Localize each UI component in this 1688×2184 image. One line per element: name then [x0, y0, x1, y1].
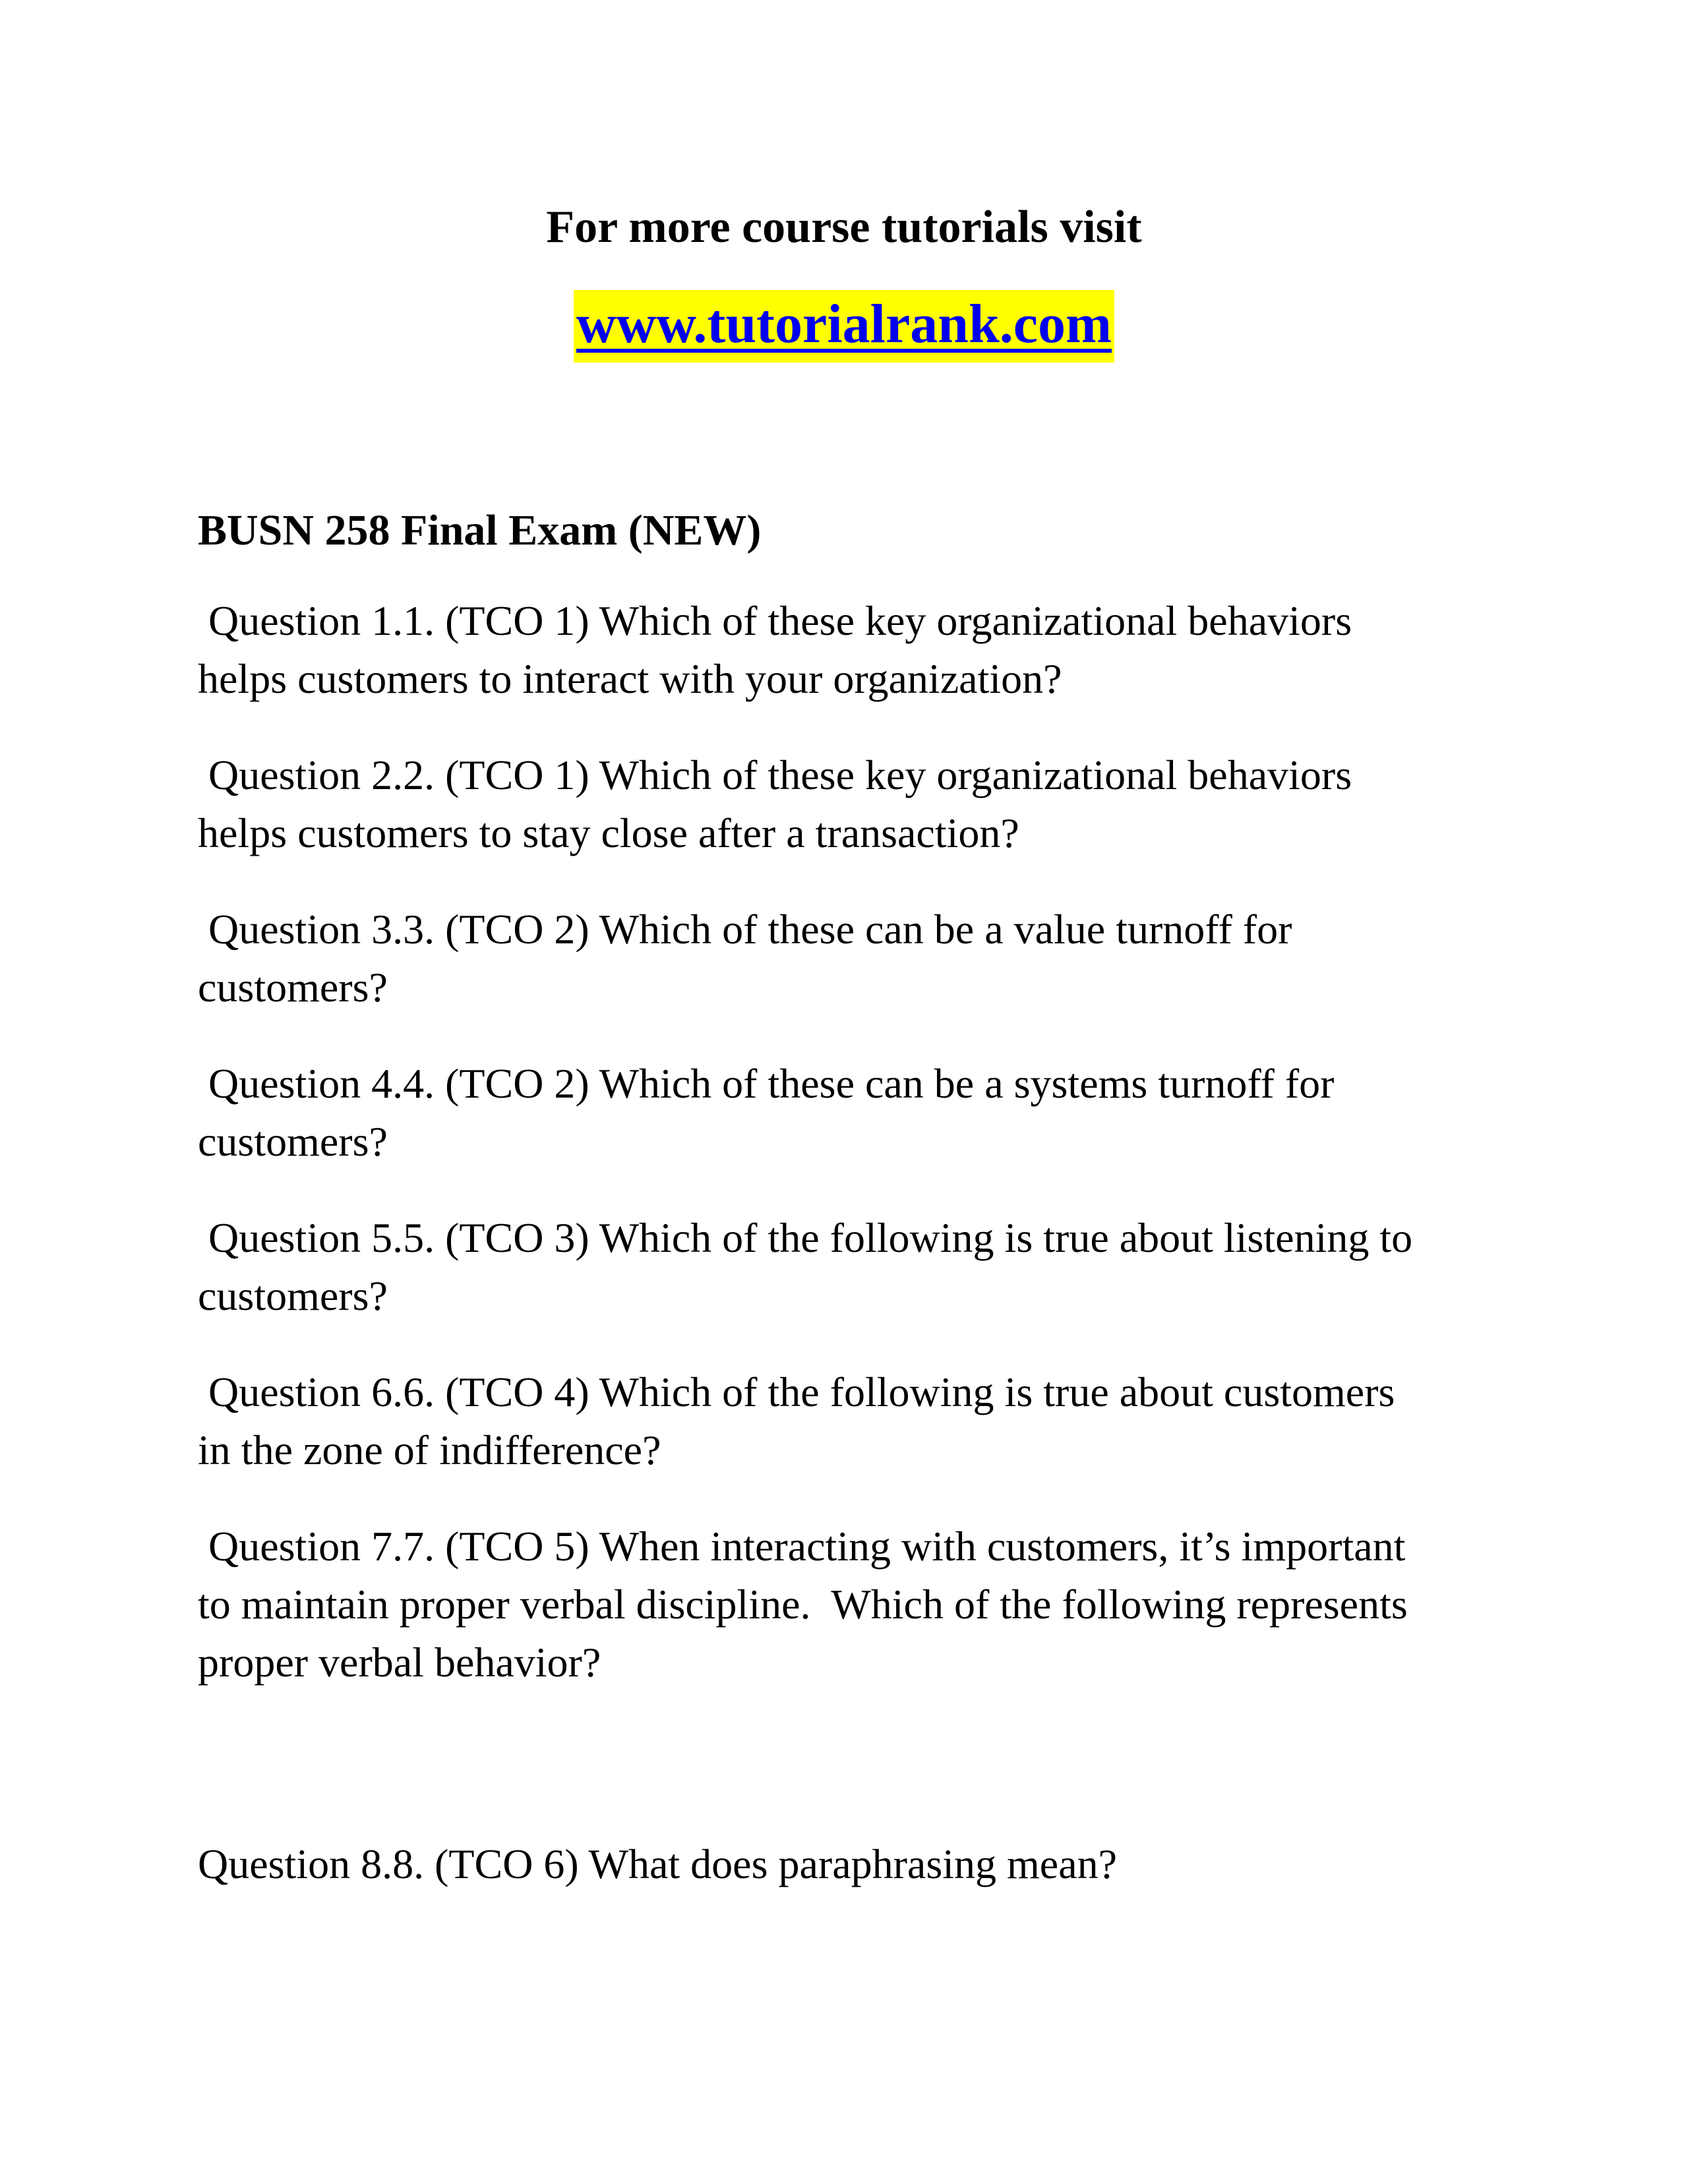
- question-7-line-1: Question 7.7. (TCO 5) When interacting with customers, it’s important: [198, 1523, 1406, 1570]
- question-4: [198, 1055, 1517, 1171]
- question-2: [198, 746, 1517, 862]
- exam-title: BUSN 258 Final Exam (NEW): [198, 506, 762, 554]
- question-2-line-2: helps customers to stay close after a transaction?: [198, 810, 1019, 856]
- question-7-line-2: to maintain proper verbal discipline. Which of the following represents: [198, 1581, 1408, 1628]
- question-7: [198, 1518, 1517, 1692]
- question-1-line-1: Question 1.1. (TCO 1) Which of these key organizational behaviors: [198, 597, 1352, 644]
- question-1-line-2: helps customers to interact with your organization?: [198, 655, 1062, 702]
- header-link-container: [0, 290, 1688, 363]
- question-6-line-2: in the zone of indifference?: [198, 1427, 661, 1473]
- question-4-line-2: customers?: [198, 1118, 388, 1165]
- question-3: [198, 900, 1517, 1017]
- question-6: [198, 1363, 1517, 1479]
- tutorial-site-link[interactable]: www.tutorialrank.com: [574, 290, 1114, 363]
- question-7-line-3: proper verbal behavior?: [198, 1639, 601, 1686]
- question-5-line-2: customers?: [198, 1272, 388, 1319]
- question-5: [198, 1209, 1517, 1325]
- exam-content: [198, 501, 1517, 1932]
- question-8-line-1: Question 8.8. (TCO 6) What does paraphrasing mean?: [198, 1841, 1117, 1887]
- question-1: [198, 592, 1517, 708]
- question-5-line-1: Question 5.5. (TCO 3) Which of the following is true about listening to: [198, 1214, 1413, 1261]
- question-3-line-2: customers?: [198, 964, 388, 1011]
- question-8: [198, 1835, 1517, 1893]
- question-4-line-1: Question 4.4. (TCO 2) Which of these can be a systems turnoff for: [198, 1060, 1335, 1107]
- question-2-line-1: Question 2.2. (TCO 1) Which of these key organizational behaviors: [198, 752, 1352, 798]
- question-6-line-1: Question 6.6. (TCO 4) Which of the following is true about customers: [198, 1369, 1395, 1415]
- header-title: For more course tutorials visit: [546, 202, 1142, 252]
- question-3-line-1: Question 3.3. (TCO 2) Which of these can be a value turnoff for: [198, 906, 1292, 953]
